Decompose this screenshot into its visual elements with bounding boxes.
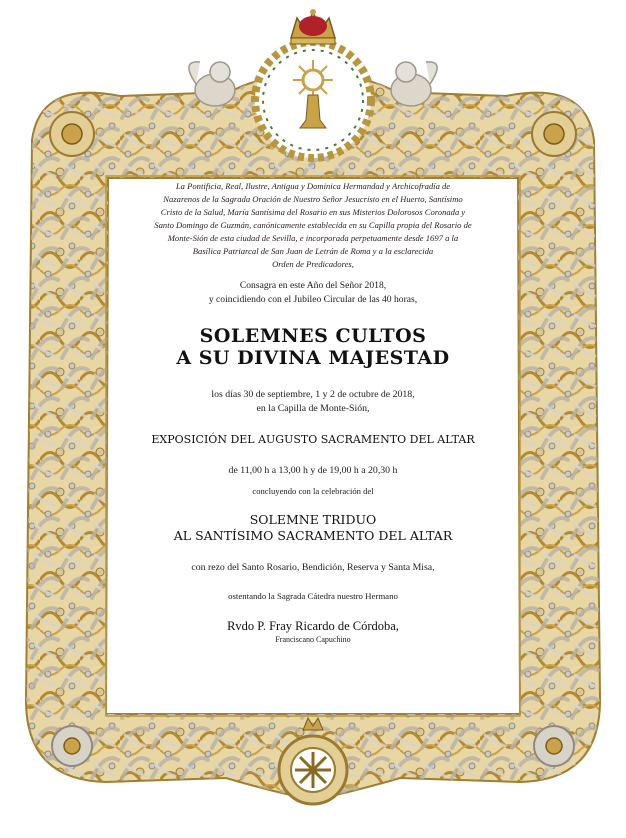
intro-line: La Pontificia, Real, Ilustre, Antigua y Dominica Hermandad y Archicofradía de <box>175 181 451 191</box>
intro-line: Orden de Predicadores, <box>272 259 354 269</box>
triduo-heading <box>100 512 526 544</box>
preacher-name: Rvdo P. Fray Ricardo de Córdoba, <box>227 619 399 633</box>
intro-line: Monte-Sión de esta ciudad de Sevilla, e incorporada perpetuamente desde 1697 a la <box>167 233 459 243</box>
title-line: SOLEMNES CULTOS <box>199 325 427 347</box>
corner-rosette-top-right <box>532 112 576 156</box>
intro-line: Nazarenos de la Sagrada Oración de Nuestro Señor Jesucristo en el Huerto, Santísimo <box>163 194 463 204</box>
dates-text <box>120 388 506 416</box>
hermandad-intro <box>120 180 506 271</box>
corner-rosette-bottom-left <box>52 726 92 766</box>
corner-rosette-top-left <box>50 112 94 156</box>
triduo-line: SOLEMNE TRIDUO <box>249 512 377 527</box>
consagra-line: Consagra en este Año del Señor 2018, <box>239 280 387 291</box>
triduo-line: AL SANTÍSIMO SACRAMENTO DEL ALTAR <box>173 528 453 543</box>
dates-line: en la Capilla de Monte-Sión, <box>256 403 370 414</box>
preacher-order: Franciscano Capuchino <box>275 635 351 644</box>
ostentando-text: ostentando la Sagrada Cátedra nuestro Hermano <box>228 591 398 601</box>
consagra-line: y coincidiendo con el Jubileo Circular de las 40 horas, <box>208 293 418 305</box>
main-title <box>120 325 506 369</box>
corner-rosette-bottom-right <box>534 726 574 766</box>
exposicion-heading: EXPOSICIÓN DEL AUGUSTO SACRAMENTO DEL ALTAR <box>151 433 475 446</box>
concluyendo-text: concluyendo con la celebración del <box>252 486 374 496</box>
document-body <box>120 180 506 644</box>
intro-line: Santo Domingo de Guzmán, canónicamente establecida en su Capilla propia del Rosario de <box>154 220 472 230</box>
rezo-text: con rezo del Santo Rosario, Bendición, Reserva y Santa Misa, <box>191 562 435 573</box>
title-line: A SU DIVINA MAJESTAD <box>176 347 450 369</box>
intro-line: Basílica Patriarcal de San Juan de Letrán de Roma y a la esclarecida <box>192 246 434 256</box>
dates-line: los días 30 de septiembre, 1 y 2 de octubre de 2018, <box>211 389 415 400</box>
intro-line: Cristo de la Salud, María Santísima del Rosario en sus Misterios Dolorosos Coronada y <box>160 207 466 217</box>
crown-monstrance-icon <box>255 9 371 158</box>
consagra-text <box>120 279 506 306</box>
schedule-text: de 11,00 h a 13,00 h y de 19,00 h a 20,30 h <box>228 465 398 476</box>
